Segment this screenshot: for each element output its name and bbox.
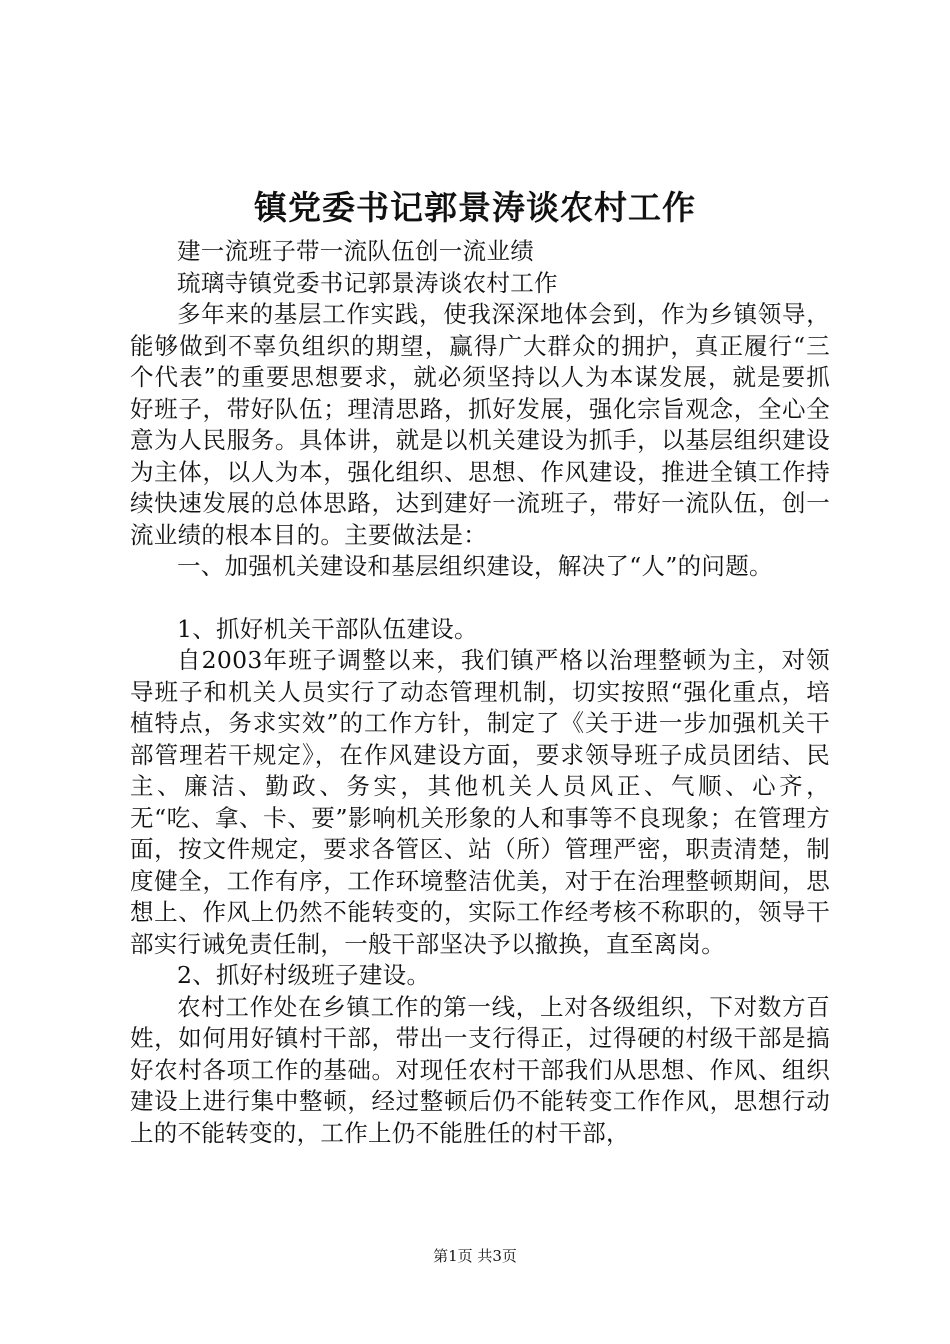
paragraph-village-teams: 农村工作处在乡镇工作的第一线，上对各级组织，下对数方百姓，如何用好镇村干部，带出一支行得正，过得硬的村级干部是搞好农村各项工作的基础。对现任农村干部我们从思想、作风、组织建设上进行集中整顿，经过整顿后仍不能转变工作作风，思想行动上的不能转变的，工作上仍不能胜任的村干部，: [130, 992, 830, 1147]
page-footer: 第1页 共3页: [433, 1247, 517, 1265]
document-body: [130, 236, 830, 1149]
paragraph-cadre-management: 自2003年班子调整以来，我们镇严格以治理整顿为主，对领导班子和机关人员实行了动态管理机制，切实按照“强化重点，培植特点，务求实效”的工作方针，制定了《关于进一步加强机关干部管理若干规定》，在作风建设方面，要求领导班子成员团结、民主、廉洁、勤政、务实，其他机关人员风正、气顺、心齐，无“吃、拿、卡、要”影响机关形象的人和事等不良现象；在管理方面，按文件规定，要求各管区、站（所）管理严密，职责清楚，制度健全，工作有序，工作环境整洁优美，对于在治理整顿期间，思想上、作风上仍然不能转变的，实际工作经考核不称职的，领导干部实行诫免责任制，一般干部坚决予以撤换，直至离岗。: [130, 646, 830, 958]
subsection-heading-2: 2、抓好村级班子建设。: [177, 961, 431, 989]
subtitle-line: 建一流班子带一流队伍创一流业绩: [177, 237, 534, 265]
byline: 琉璃寺镇党委书记郭景涛谈农村工作: [177, 268, 558, 297]
subsection-heading-1: 1、抓好机关干部队伍建设。: [177, 614, 478, 643]
section-heading-1: 一、加强机关建设和基层组织建设，解决了“人”的问题。: [177, 552, 773, 580]
intro-paragraph: 多年来的基层工作实践，使我深深地体会到，作为乡镇领导，能够做到不辜负组织的期望，赢得广大群众的拥护，真正履行“三个代表”的重要思想要求，就必须坚持以人为本谋发展，就是要抓好班子，带好队伍；理清思路，抓好发展，强化宗旨观念，全心全意为人民服务。具体讲，就是以机关建设为抓手，以基层组织建设为主体，以人为本，强化组织、思想、作风建设，推进全镇工作持续快速发展的总体思路，达到建好一流班子，带好一流队伍，创一流业绩的根本目的。主要做法是：: [130, 300, 830, 549]
document-title: 镇党委书记郭景涛谈农村工作: [254, 188, 696, 227]
